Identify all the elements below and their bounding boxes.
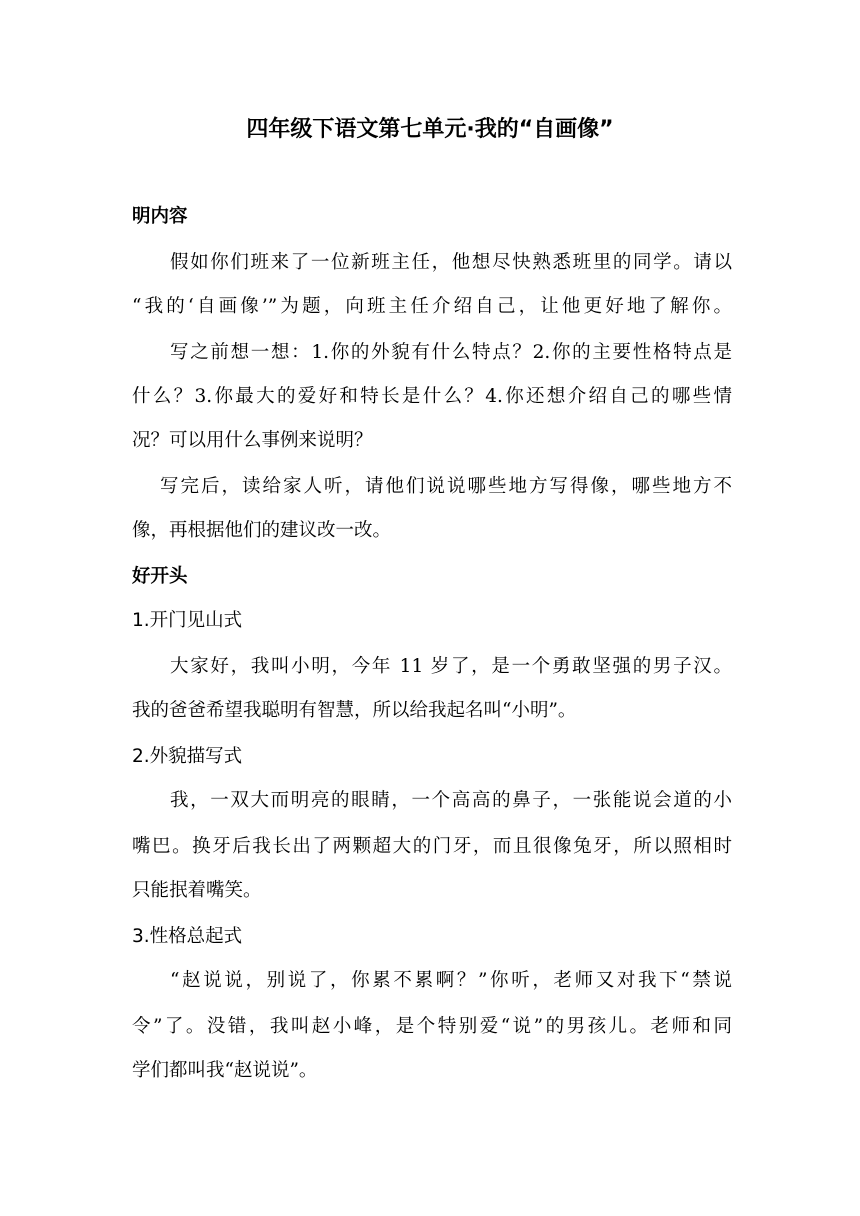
paragraph-line: 我，一双大而明亮的眼睛，一个高高的鼻子，一张能说会道的小 bbox=[170, 790, 732, 811]
paragraph-line: 学们都叫我“赵说说”。 bbox=[132, 1060, 318, 1081]
paragraph-line: 假如你们班来了一位新班主任，他想尽快熟悉班里的同学。请以 bbox=[170, 252, 732, 273]
paragraph-line: 大家好，我叫小明，今年 11 岁了，是一个勇敢坚强的男子汉。 bbox=[170, 656, 732, 677]
subheading: 2.外貌描写式 bbox=[132, 746, 243, 767]
subheading: 3.性格总起式 bbox=[132, 926, 243, 947]
document-title: 四年级下语文第七单元·我的“自画像” bbox=[246, 117, 614, 142]
paragraph-line: 像，再根据他们的建议改一改。 bbox=[132, 520, 392, 541]
paragraph-line: 嘴巴。换牙后我长出了两颗超大的门牙，而且很像兔牙，所以照相时 bbox=[132, 836, 732, 857]
paragraph-line: 令”了。没错，我叫赵小峰，是个特别爱“说”的男孩儿。老师和同 bbox=[132, 1016, 732, 1037]
paragraph-line: 况？可以用什么事例来说明？ bbox=[132, 430, 373, 451]
paragraph-line: 写完后，读给家人听，请他们说说哪些地方写得像，哪些地方不 bbox=[160, 476, 732, 497]
paragraph-line: “我的‘自画像’”为题，向班主任介绍自己，让他更好地了解你。 bbox=[132, 296, 732, 317]
paragraph-line: “赵说说，别说了，你累不累啊？”你听，老师又对我下“禁说 bbox=[170, 970, 732, 991]
paragraph-line: 只能抿着嘴笑。 bbox=[132, 880, 262, 901]
paragraph-line: 写之前想一想：1.你的外貌有什么特点？2.你的主要性格特点是 bbox=[170, 342, 732, 363]
subheading: 1.开门见山式 bbox=[132, 610, 243, 631]
section-heading-content: 明内容 bbox=[132, 206, 188, 227]
paragraph-line: 我的爸爸希望我聪明有智慧，所以给我起名叫“小明”。 bbox=[132, 700, 577, 721]
section-heading-openings: 好开头 bbox=[132, 566, 188, 587]
paragraph-line: 什么？3.你最大的爱好和特长是什么？4.你还想介绍自己的哪些情 bbox=[132, 386, 732, 407]
